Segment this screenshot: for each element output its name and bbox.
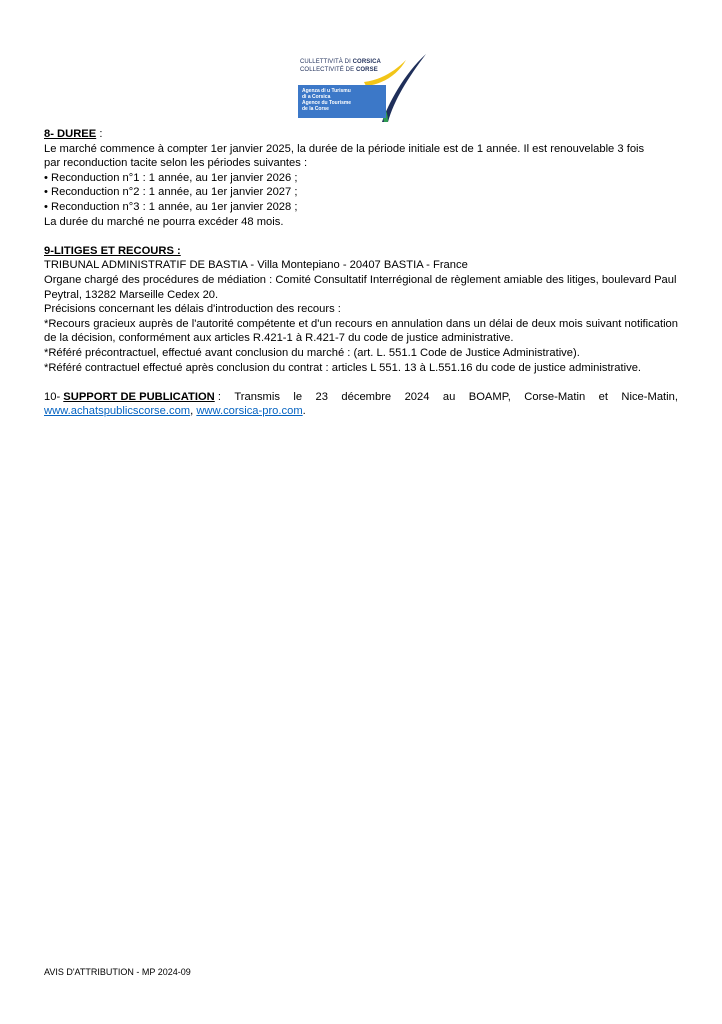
section-9-tribunal: TRIBUNAL ADMINISTRATIF DE BASTIA - Villa Montepiano - 20407 BASTIA - France — [44, 259, 468, 272]
section-10-word: Corse-Matin — [524, 390, 586, 403]
section-8-heading: 8- DUREE : — [44, 128, 103, 140]
section-8-line: • Reconduction n°1 : 1 année, au 1er janvier 2026 ; — [44, 171, 298, 184]
section-9-delays-title: Précisions concernant les délais d'introduction des recours : — [44, 303, 341, 316]
section-10-word: 2024 — [404, 390, 430, 403]
section-10-word: au — [442, 390, 456, 403]
achatspublicscorse-link[interactable]: www.achatspublicscorse.com — [44, 405, 191, 418]
section-10-word: BOAMP, — [468, 390, 511, 403]
section-9-refere-precontractuel: *Référé précontractuel, effectué avant conclusion du marché : (art. L. 551.1 Code de Justice Administrative). — [44, 346, 580, 359]
page-footer: AVIS D'ATTRIBUTION - MP 2024-09 — [44, 967, 191, 977]
section-10-number-heading: 10- SUPPORT DE PUBLICATION : — [44, 390, 221, 403]
section-8-line: La durée du marché ne pourra excéder 48 mois. — [44, 215, 284, 228]
section-9-heading: 9-LITIGES ET RECOURS : — [44, 244, 181, 257]
section-10-word: et — [598, 390, 608, 403]
section-8-line: par reconduction tacite selon les périodes suivantes : — [44, 157, 308, 170]
section-9-recours-gracieux: *Recours gracieux auprès de l'autorité compétente et d'un recours en annulation dans un délai de deux mois suivant notification de la décision, conformément aux articles R.421-1 à R.421-7 du code de justice administrative. — [44, 317, 678, 345]
section-9-mediation: Organe chargé des procédures de médiation : Comité Consultatif Interrégional de règlement amiable des litiges, boulevard Paul Peytral, 13282 Marseille Cedex 20. — [44, 273, 677, 301]
section-10-word: Nice-Matin, — [621, 390, 678, 403]
logo-subtitle: Agenza di u Turismu di a Corsica Agence du Tourisme de la Corse — [302, 88, 352, 112]
corsica-pro-link[interactable]: www.corsica-pro.com — [196, 405, 303, 418]
section-10-word: décembre — [341, 390, 392, 403]
logo-title: CULLETTIVITÀ DI CORSICA COLLECTIVITÉ DE CORSE — [300, 59, 381, 73]
section-9-refere-contractuel: *Référé contractuel effectué après conclusion du contrat : articles L 551. 13 à L.551.16 du code de justice administrative. — [44, 361, 642, 374]
section-8-line: • Reconduction n°3 : 1 année, au 1er janvier 2028 ; — [44, 200, 298, 213]
section-10-word: le — [293, 390, 303, 403]
section-10-first-line — [44, 390, 678, 405]
document-body — [44, 127, 678, 419]
section-10-word: Transmis — [234, 390, 280, 403]
section-8-line: • Reconduction n°2 : 1 année, au 1er janvier 2027 ; — [44, 186, 298, 199]
section-8-line: Le marché commence à compter 1er janvier 2025, la durée de la période initiale est de 1 année. Il est renouvelable 3 fois — [44, 142, 645, 155]
logo — [294, 52, 428, 122]
section-10-links: www.achatspublicscorse.com, www.corsica-pro.com. — [44, 405, 306, 418]
logo-blue-block — [298, 85, 386, 118]
section-10-word: 23 — [315, 390, 328, 403]
